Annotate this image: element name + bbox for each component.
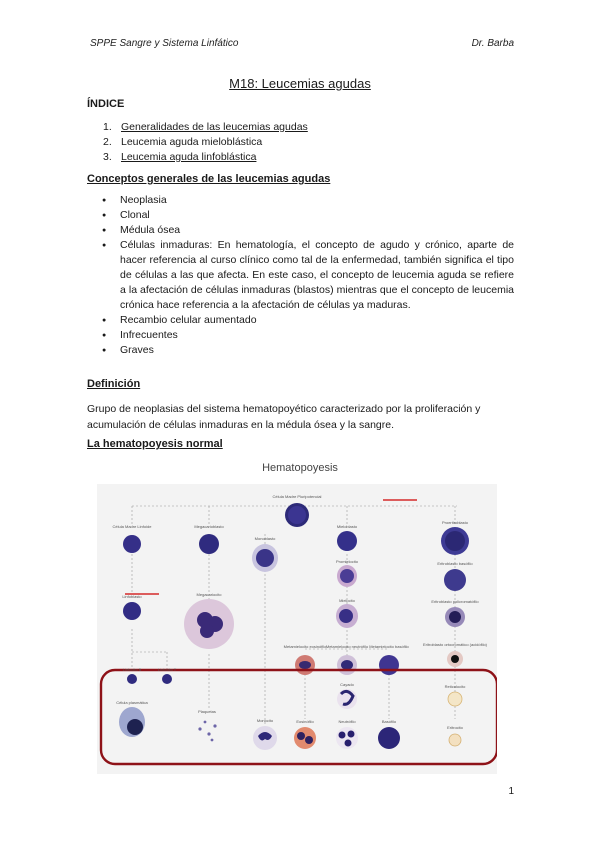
svg-text:Megacarioblasto: Megacarioblasto [194, 524, 224, 529]
index-item[interactable]: 3. Leucemia aguda linfoblástica [103, 151, 257, 163]
svg-text:Reticulocito: Reticulocito [444, 684, 466, 689]
hematopoiesis-heading: La hematopoyesis normal [87, 438, 223, 450]
page-title: M18: Leucemias agudas [229, 76, 371, 91]
page-number: 1 [508, 786, 514, 797]
list-item: ● Médula ósea [102, 223, 514, 238]
definition-heading: Definición [87, 378, 141, 390]
index-link[interactable]: Leucemia aguda linfoblástica [121, 151, 257, 163]
header-left: SPPE Sangre y Sistema Linfático [90, 38, 239, 49]
svg-text:Eosinófilo: Eosinófilo [296, 719, 314, 724]
index-item: 2. Leucemia aguda mieloblástica [103, 136, 263, 148]
svg-text:Eritrocito: Eritrocito [447, 725, 463, 730]
list-item: ● Clonal [102, 208, 514, 223]
svg-text:Eritroblasto ortocromático (ac: Eritroblasto ortocromático (acidófilo) [422, 642, 488, 647]
definition-text: Grupo de neoplasias del sistema hematopoyético caracterizado por la proliferación y acumulación de células inmaduras en la médula ósea y la sangre. [87, 403, 481, 431]
list-item: ● Graves [102, 343, 514, 358]
hematopoiesis-figure [97, 484, 497, 774]
list-item: ● Células inmaduras: En hematología, el concepto de agudo y crónico, aparte de hacer referencia al curso clínico como tal de la enfermedad, también significa el tipo de células a las que afecta. En este caso, el concepto de leucemia aguda se refiere a la afectación de células inmaduras (blastos) mientras que el concepto de leucemia crónica hace referencia a la afectación de células ya maduras. [102, 238, 514, 313]
svg-text:Plaquetas: Plaquetas [198, 709, 216, 714]
index-list [103, 120, 308, 165]
header-right: Dr. Barba [471, 38, 514, 49]
svg-text:Neutrófilo: Neutrófilo [338, 719, 356, 724]
svg-text:Mielocito: Mielocito [339, 598, 355, 603]
svg-text:Monoblasto: Monoblasto [254, 536, 276, 541]
svg-text:Linfocito B: Linfocito B [122, 667, 142, 672]
svg-text:Eritroblasto policromatófilo: Eritroblasto policromatófilo [431, 599, 479, 604]
list-item: ● Neoplasia [102, 193, 514, 208]
list-item: ● Recambio celular aumentado [102, 313, 514, 328]
svg-text:Promielocito: Promielocito [335, 559, 359, 564]
list-item: ● Infrecuentes [102, 328, 514, 343]
index-item[interactable]: 1. Generalidades de las leucemias agudas [103, 121, 308, 133]
svg-text:Basófilo: Basófilo [381, 719, 397, 724]
svg-text:Monocito: Monocito [256, 718, 274, 723]
svg-text:Metamielocito basófilo: Metamielocito basófilo [369, 644, 409, 649]
svg-text:Célula Madre Pluripotencial: Célula Madre Pluripotencial [272, 494, 322, 499]
hematopoiesis-diagram [97, 484, 497, 774]
svg-text:Eritroblasto basófilo: Eritroblasto basófilo [437, 561, 473, 566]
svg-text:Megacariocito: Megacariocito [196, 592, 222, 597]
svg-text:Cayado: Cayado [340, 682, 354, 687]
concepts-heading: Conceptos generales de las leucemias agudas [87, 173, 331, 185]
svg-text:Mieloblasto: Mieloblasto [336, 524, 358, 529]
index-link[interactable]: Generalidades de las leucemias agudas [121, 121, 308, 133]
svg-text:Célula Madre Linfoide: Célula Madre Linfoide [112, 524, 152, 529]
index-heading: ÍNDICE [87, 98, 125, 110]
svg-text:Metamielocito eosinófilo: Metamielocito eosinófilo [283, 644, 327, 649]
svg-text:Metamielocito neutrófilo: Metamielocito neutrófilo [325, 644, 369, 649]
figure-title: Hematopoyesis [262, 462, 338, 474]
svg-text:Proeritroblasto: Proeritroblasto [441, 520, 469, 525]
concepts-list [102, 193, 514, 358]
svg-text:Linfoblasto: Linfoblasto [122, 594, 142, 599]
svg-text:Linfocito T: Linfocito T [157, 667, 177, 672]
svg-text:Célula plasmática: Célula plasmática [116, 700, 148, 705]
